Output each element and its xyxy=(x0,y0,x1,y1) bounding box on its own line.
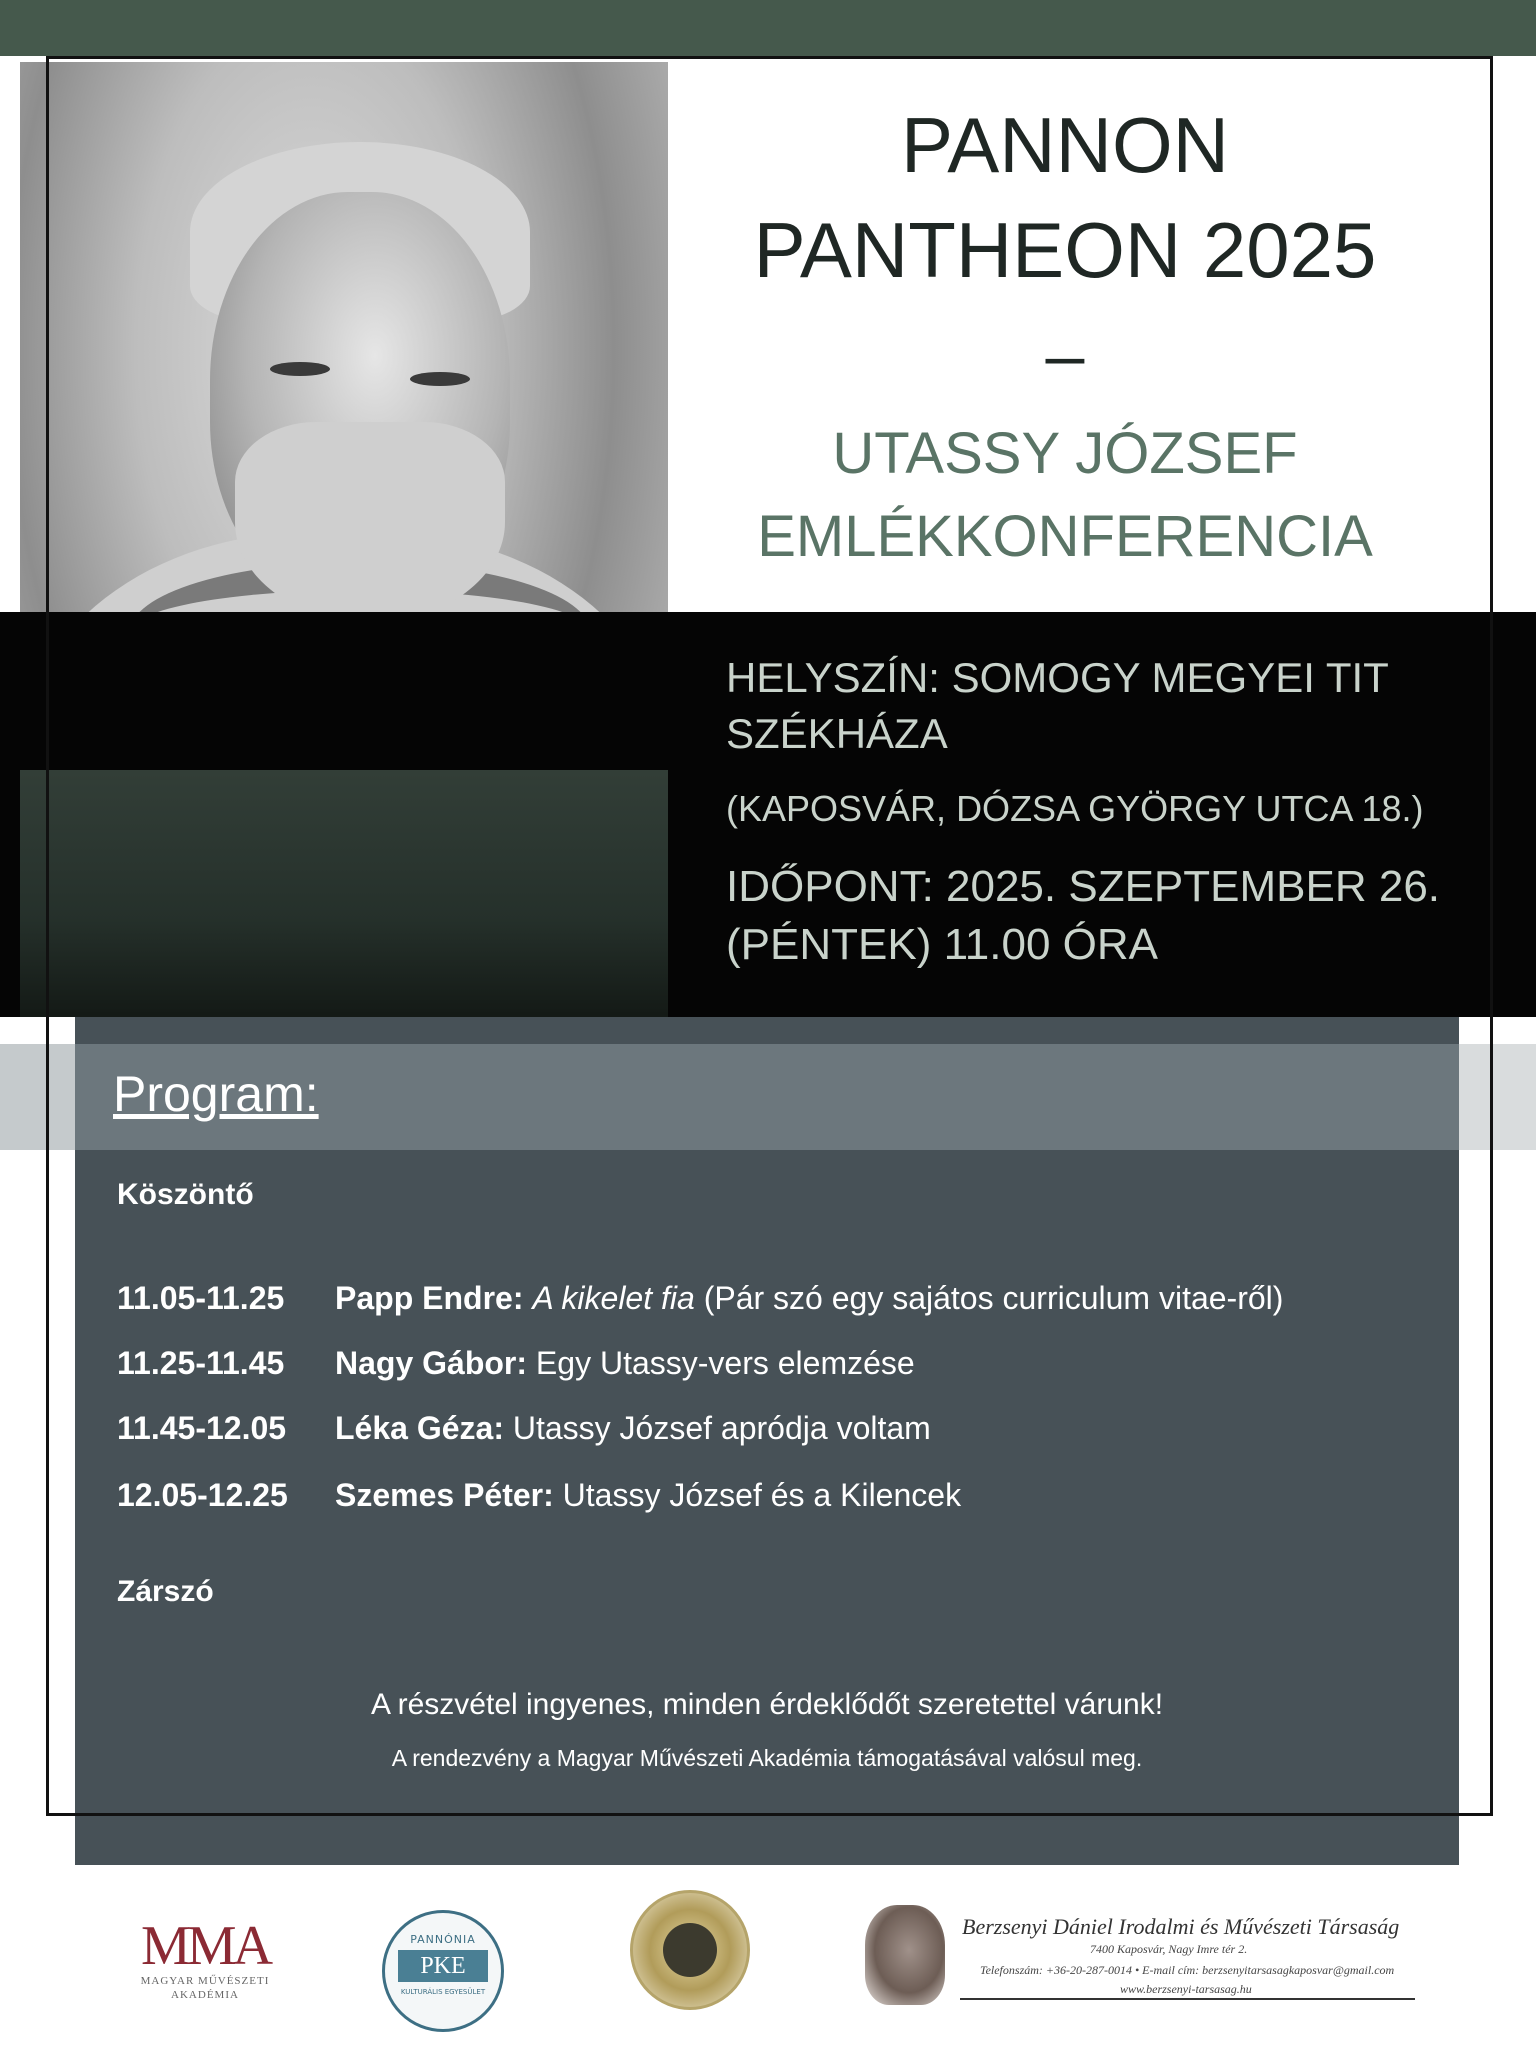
berzsenyi-web: www.berzsenyi-tarsasag.hu xyxy=(1120,1982,1252,1996)
mma-logo-letters: MMA xyxy=(140,1915,270,1977)
invite-text: A részvétel ingyenes, minden érdeklődőt szeretettel várunk! xyxy=(370,1688,1164,1721)
mma-logo xyxy=(140,1915,270,2028)
program-heading: Program: xyxy=(113,1066,319,1122)
program-row xyxy=(117,1410,931,1447)
support-text: A rendezvény a Magyar Művészeti Akadémia támogatásával valósul meg. xyxy=(391,1745,1143,1771)
pke-logo-mid: PKE xyxy=(398,1950,488,1982)
closing: Zárszó xyxy=(117,1575,214,1608)
title-line-2: PANTHEON 2025 xyxy=(753,206,1377,294)
program-row xyxy=(117,1477,961,1514)
subtitle-line-1: UTASSY JÓZSEF xyxy=(832,421,1298,486)
row-speaker: Papp Endre: xyxy=(335,1280,524,1316)
berzsenyi-divider xyxy=(960,1998,1415,2000)
row-title-italic: A kikelet fia xyxy=(532,1280,695,1316)
row-time: 11.25-11.45 xyxy=(117,1345,285,1381)
row-time: 11.45-12.05 xyxy=(117,1410,287,1446)
date-line-2: (PÉNTEK) 11.00 ÓRA xyxy=(726,920,1158,969)
program-row xyxy=(117,1345,915,1382)
venue-address: (KAPOSVÁR, DÓZSA GYÖRGY UTCA 18.) xyxy=(726,788,1424,829)
row-time: 12.05-12.25 xyxy=(117,1477,288,1513)
row-speaker: Szemes Péter: xyxy=(335,1477,554,1513)
tit-seal-logo xyxy=(630,1890,750,2010)
berzsenyi-address: 7400 Kaposvár, Nagy Imre tér 2. xyxy=(1090,1942,1248,1956)
title-line-1: PANNON xyxy=(901,101,1229,189)
row-title: (Pár szó egy sajátos curriculum vitae-ről) xyxy=(694,1280,1284,1316)
venue-line-2: SZÉKHÁZA xyxy=(726,710,948,757)
top-bar xyxy=(0,0,1536,56)
pke-logo-bottom: KULTURÁLIS EGYESÜLET xyxy=(400,1988,486,1996)
row-title: Utassy József apródja voltam xyxy=(503,1410,931,1446)
tit-seal-center xyxy=(663,1923,717,1977)
row-speaker: Léka Géza: xyxy=(335,1410,504,1446)
title-dash: – xyxy=(1045,316,1085,394)
row-time: 11.05-11.25 xyxy=(117,1280,285,1316)
row-title: Egy Utassy-vers elemzése xyxy=(527,1345,915,1381)
venue-line-1: HELYSZÍN: SOMOGY MEGYEI TIT xyxy=(726,654,1389,701)
berzsenyi-name: Berzsenyi Dániel Irodalmi és Művészeti Társaság xyxy=(962,1914,1400,1939)
pke-logo-top: PANNÓNIA xyxy=(410,1933,476,1946)
pke-logo xyxy=(382,1910,504,2032)
date-line-1: IDŐPONT: 2025. SZEPTEMBER 26. xyxy=(726,862,1441,911)
row-speaker: Nagy Gábor: xyxy=(335,1345,528,1381)
berzsenyi-portrait-logo xyxy=(865,1905,945,2005)
greeting: Köszöntő xyxy=(117,1178,254,1211)
row-title: Utassy József és a Kilencek xyxy=(553,1477,962,1513)
mma-logo-text: MAGYAR MŰVÉSZETI AKADÉMIA xyxy=(140,1975,270,2001)
border-frame-overlay xyxy=(46,56,1493,1816)
program-row xyxy=(117,1280,1283,1317)
berzsenyi-contact: Telefonszám: +36-20-287-0014 • E-mail cím: berzsenyitarsasagkaposvar@gmail.com xyxy=(980,1963,1395,1977)
subtitle-line-2: EMLÉKKONFERENCIA xyxy=(757,504,1373,569)
